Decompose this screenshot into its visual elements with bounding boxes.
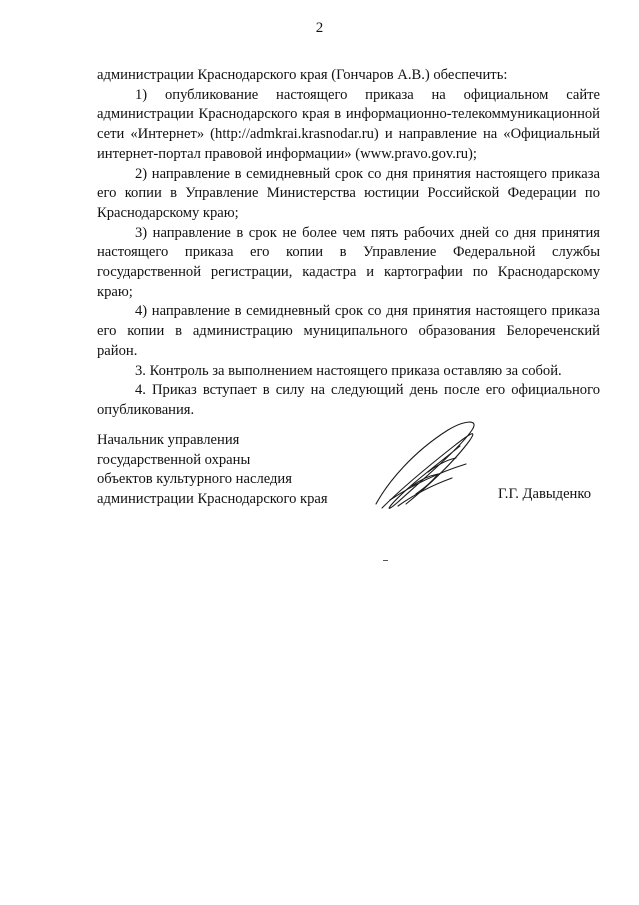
document-body — [97, 66, 600, 421]
page-number: 2 — [315, 20, 324, 36]
signer-name: Г.Г. Давыденко — [498, 486, 592, 502]
paragraph-item-1: 1) опубликование настоящего приказа на официальном сайте администрации Краснодарского края в информационно-телекоммуникационной сети «Интернет» (http://admkrai.krasnodar.ru) и направление на «Официальный интернет-портал правовой информации» (www.pravo.gov.ru); — [97, 86, 600, 162]
scan-mark — [383, 560, 388, 561]
paragraph-intro: администрации Краснодарского края (Гончаров А.В.) обеспечить: — [97, 67, 508, 83]
signer-position-line: администрации Краснодарского края — [97, 491, 328, 508]
paragraph-item-2: 2) направление в семидневный срок со дня принятия настоящего приказа его копии в Управление Министерства юстиции Российской Федерации по Краснодарскому краю; — [97, 165, 600, 221]
paragraph-effective-date: 4. Приказ вступает в силу на следующий день после его официального опубликования. — [97, 382, 600, 418]
signer-position-line: государственной охраны — [97, 451, 251, 468]
paragraph-item-4: 4) направление в семидневный срок со дня принятия настоящего приказа его копии в администрацию муниципального образования Белореченский район. — [97, 303, 600, 359]
handwritten-signature — [368, 412, 486, 524]
signer-position-line: Начальник управления — [97, 432, 240, 448]
paragraph-item-3: 3) направление в срок не более чем пять рабочих дней со дня принятия настоящего приказа его копии в Управление Федеральной службы государственной регистрации, кадастра и картографии по Краснодарскому краю; — [97, 224, 600, 300]
paragraph-control: 3. Контроль за выполнением настоящего приказа оставляю за собой. — [135, 362, 562, 379]
signer-position-line: объектов культурного наследия — [97, 471, 292, 488]
signer-position — [97, 431, 328, 510]
